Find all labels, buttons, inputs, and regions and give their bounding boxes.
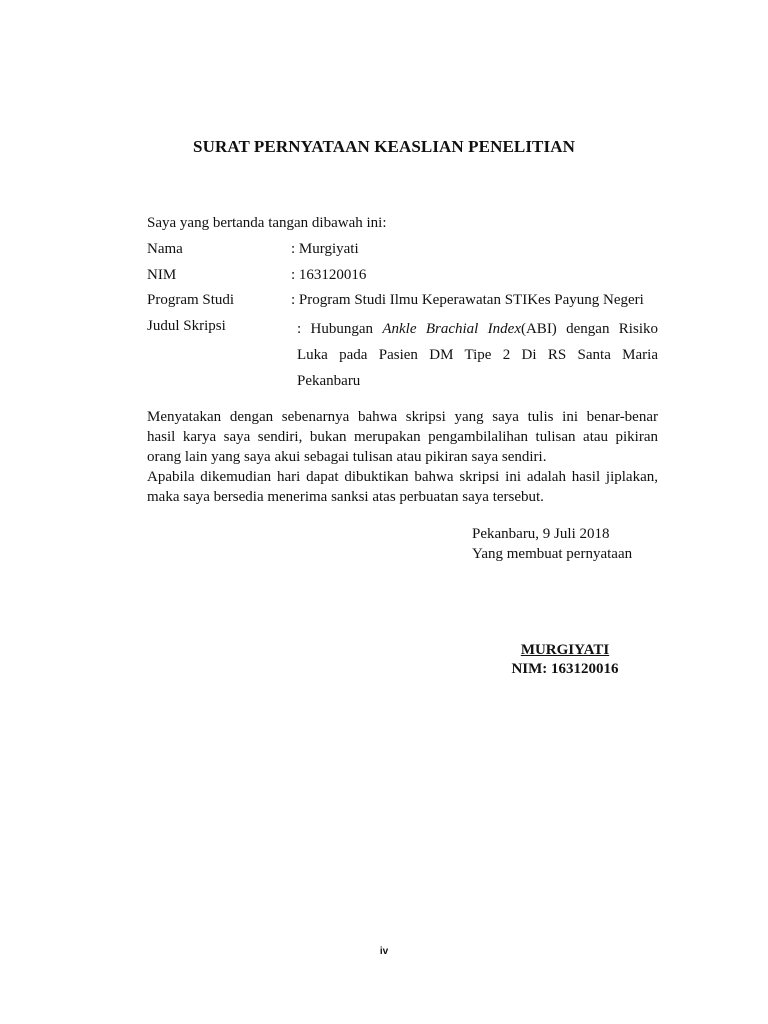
judul-line-3: Pekanbaru — [297, 373, 361, 389]
field-label-program-studi: Program Studi — [147, 292, 235, 308]
signer-caption: Yang membuat pernyataan — [472, 546, 633, 562]
field-label-judul-skripsi: Judul Skripsi — [147, 318, 226, 334]
judul-italic-term: Ankle Brachial Index — [382, 321, 521, 337]
judul-line-2: Luka pada Pasien DM Tipe 2 Di RS Santa Maria — [297, 347, 658, 363]
statement-line: Apabila dikemudian hari dapat dibuktikan bahwa skripsi ini adalah hasil jiplakan, — [147, 469, 658, 485]
signature-block — [472, 524, 632, 564]
statement-line: maka saya bersedia menerima sanksi atas perbuatan saya tersebut. — [147, 489, 544, 505]
document-title: SURAT PERNYATAAN KEASLIAN PENELITIAN — [193, 137, 575, 156]
signer-identity — [490, 641, 640, 679]
judul-prefix: : Hubungan — [297, 321, 383, 337]
statement-paragraph — [147, 407, 658, 507]
intro-text: Saya yang bertanda tangan dibawah ini: — [147, 215, 387, 231]
judul-line-1 — [297, 316, 658, 342]
signer-name: MURGIYATI — [520, 642, 610, 658]
statement-line: orang lain yang saya akui sebagai tulisan atau pikiran saya sendiri. — [147, 449, 547, 465]
field-label-nama: Nama — [147, 241, 183, 257]
field-label-nim: NIM — [147, 267, 177, 283]
statement-line: Menyatakan dengan sebenarnya bahwa skripsi yang saya tulis ini benar-benar — [147, 409, 658, 425]
page-number: iv — [379, 946, 389, 957]
field-value-nim: : 163120016 — [291, 267, 367, 283]
statement-line: hasil karya saya sendiri, bukan merupakan pengambilalihan tulisan atau pikiran — [147, 429, 658, 445]
field-value-nama: : Murgiyati — [291, 241, 359, 257]
field-value-judul-skripsi — [297, 316, 658, 394]
place-date: Pekanbaru, 9 Juli 2018 — [472, 526, 610, 542]
judul-suffix: (ABI) dengan Risiko — [520, 321, 658, 337]
signer-nim: NIM: 163120016 — [511, 661, 619, 677]
field-value-program-studi: : Program Studi Ilmu Keperawatan STIKes Payung Negeri — [291, 292, 644, 308]
